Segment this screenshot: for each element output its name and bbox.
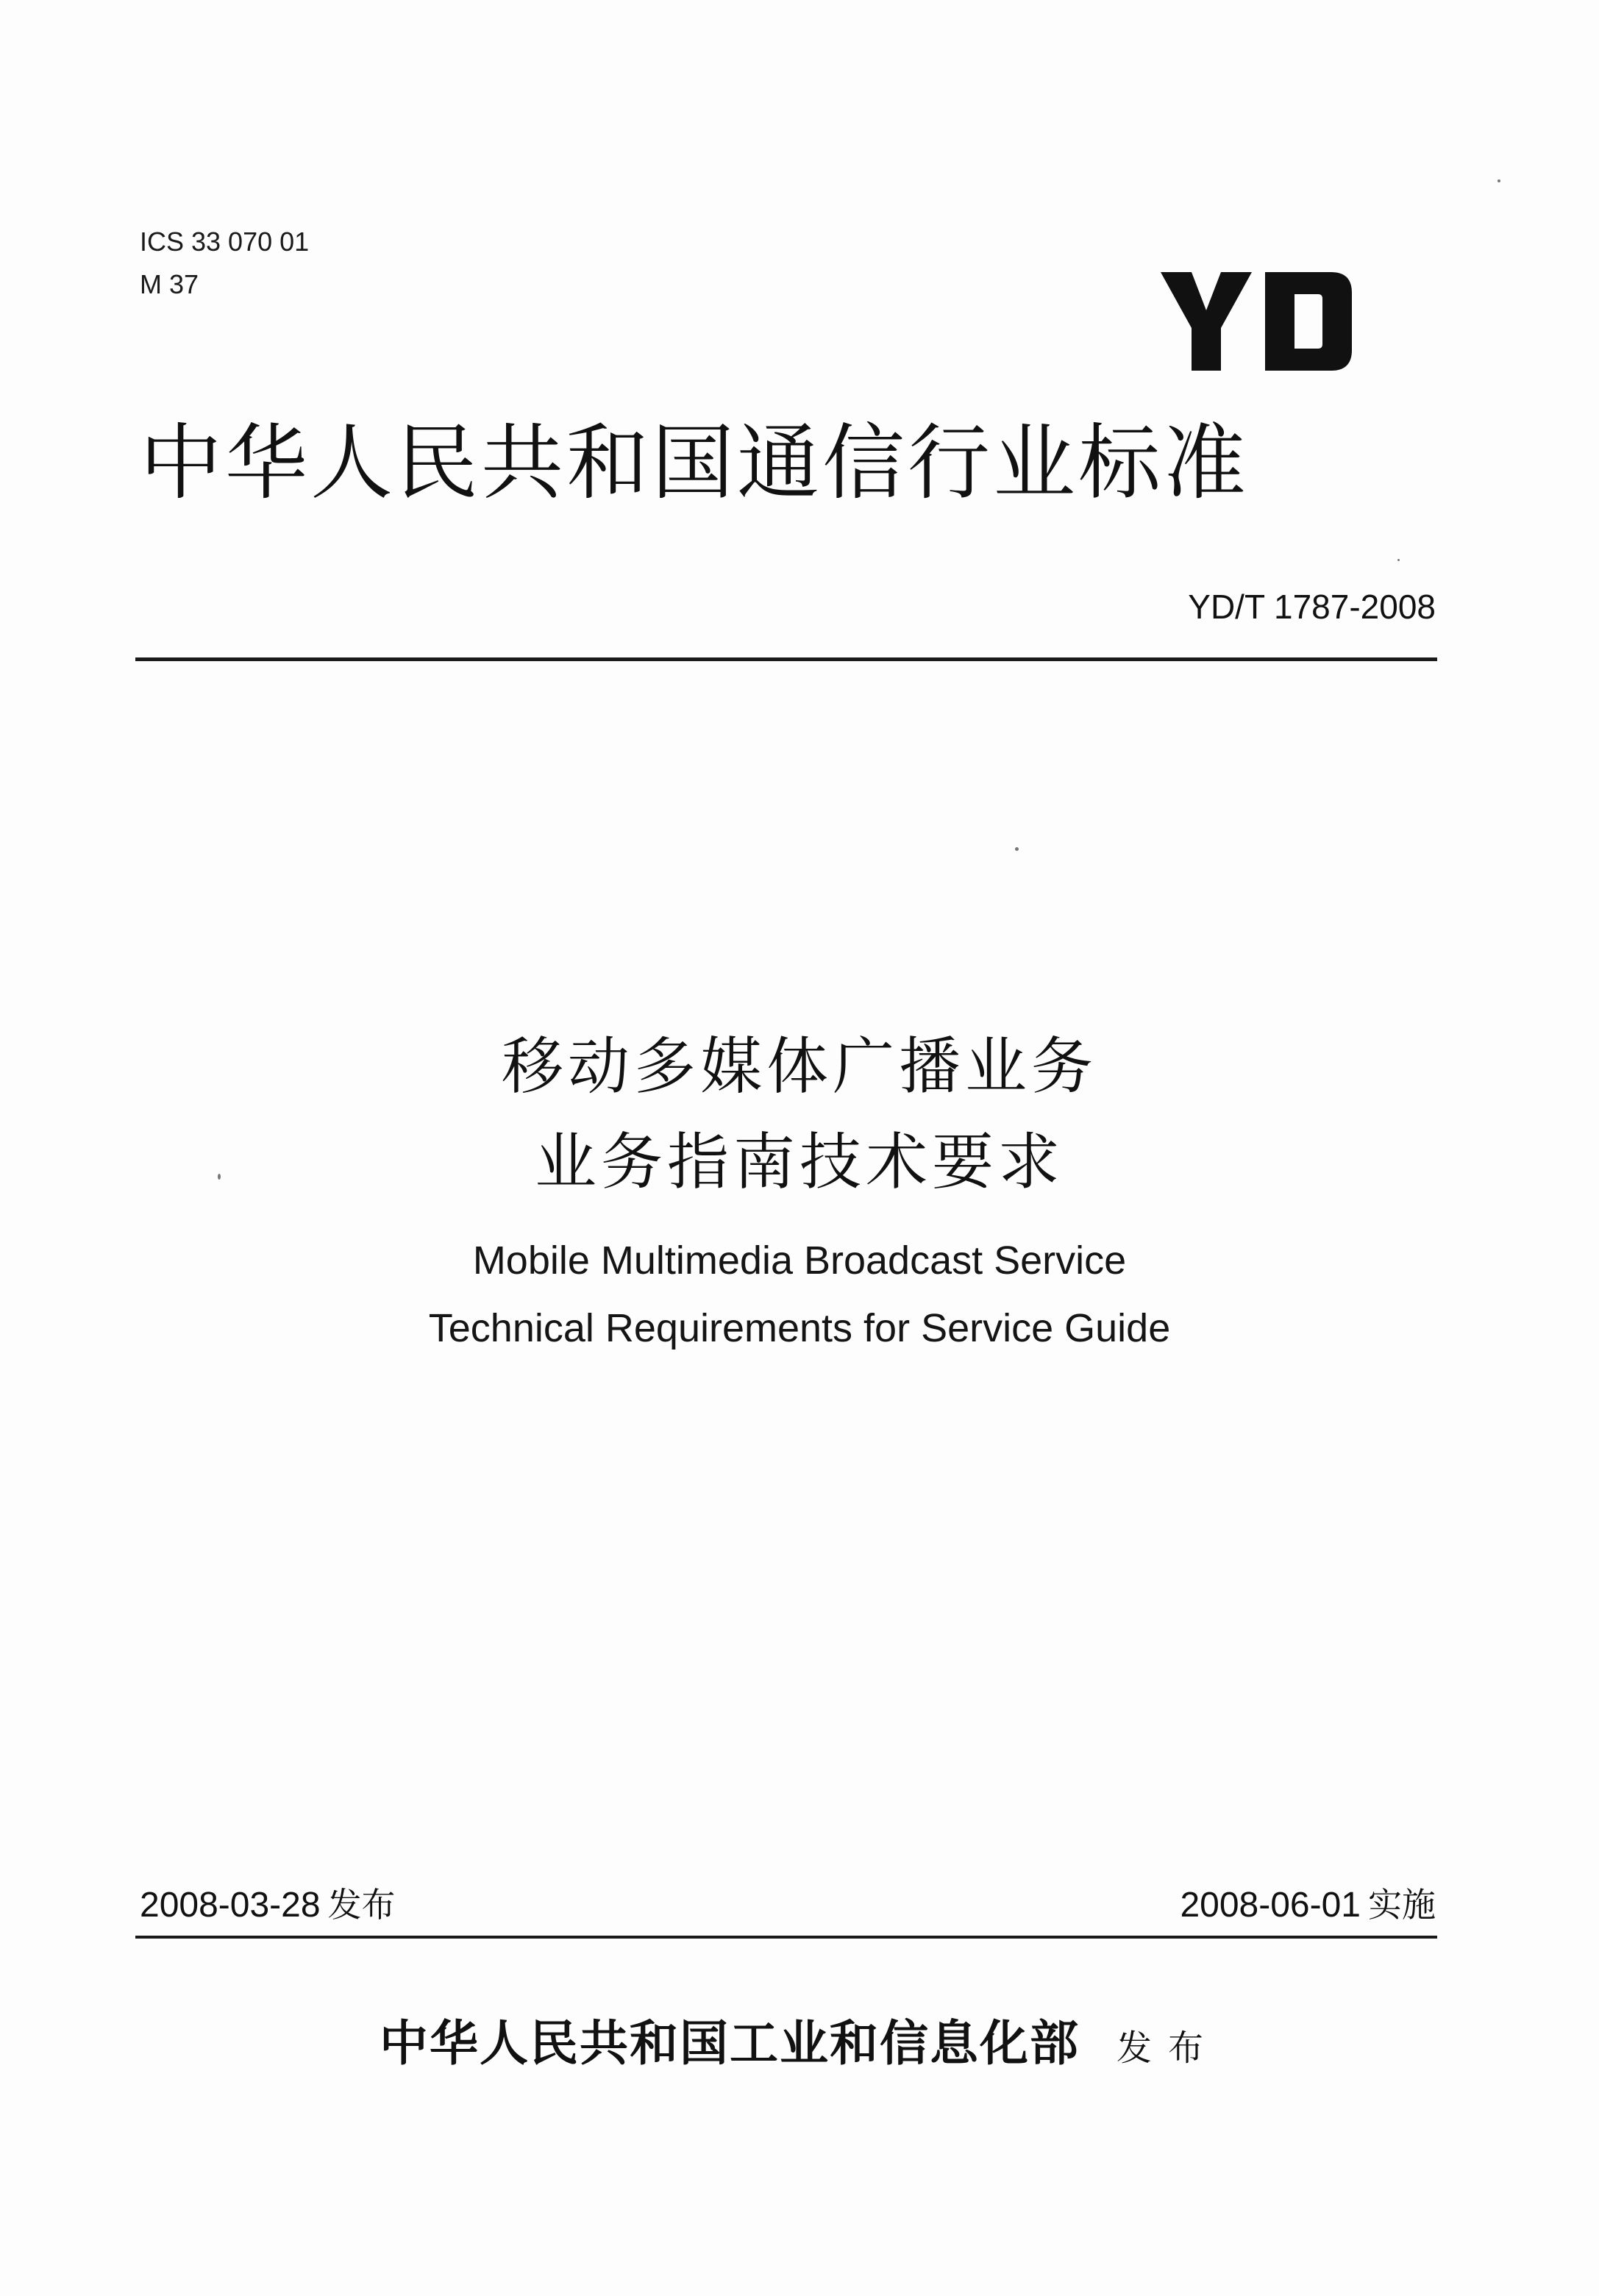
issue-date-block [140,1879,396,1931]
standard-number: YD/T 1787-2008 [1188,588,1436,626]
yd-logo [1161,272,1352,371]
header-divider [135,657,1437,661]
issue-label: 发布 [327,1885,396,1925]
title-cn-line1: 移动多媒体广播业务 [501,1030,1097,1102]
standard-category-title: 中华人民共和国通信行业标准 [140,416,1249,511]
title-en-line1: Mobile Multimedia Broadcast Service [472,1238,1127,1283]
effective-date: 2008-06-01 [1180,1886,1361,1925]
title-cn-line2: 业务指南技术要求 [534,1126,1064,1198]
classification-codes [140,221,309,306]
issue-date: 2008-03-28 [140,1886,321,1925]
footer-divider [135,1936,1437,1939]
logo-letter-d [1265,272,1352,371]
title-en-line2: Technical Requirements for Service Guide [428,1306,1171,1350]
scan-speck [1397,559,1400,561]
ics-code: ICS 33 070 01 [140,227,310,257]
effective-date-block [1180,1879,1436,1931]
scan-speck [1015,847,1019,851]
publisher-organization: 中华人民共和国工业和信息化部 [379,2014,1080,2072]
scan-speck [218,1174,221,1180]
publisher-line [0,2006,1599,2080]
ccs-code: M 37 [140,269,199,299]
logo-letter-y [1161,272,1252,371]
publisher-action: 发布 [1116,2028,1219,2069]
scan-speck [1497,179,1500,182]
effective-label: 实施 [1368,1885,1436,1925]
